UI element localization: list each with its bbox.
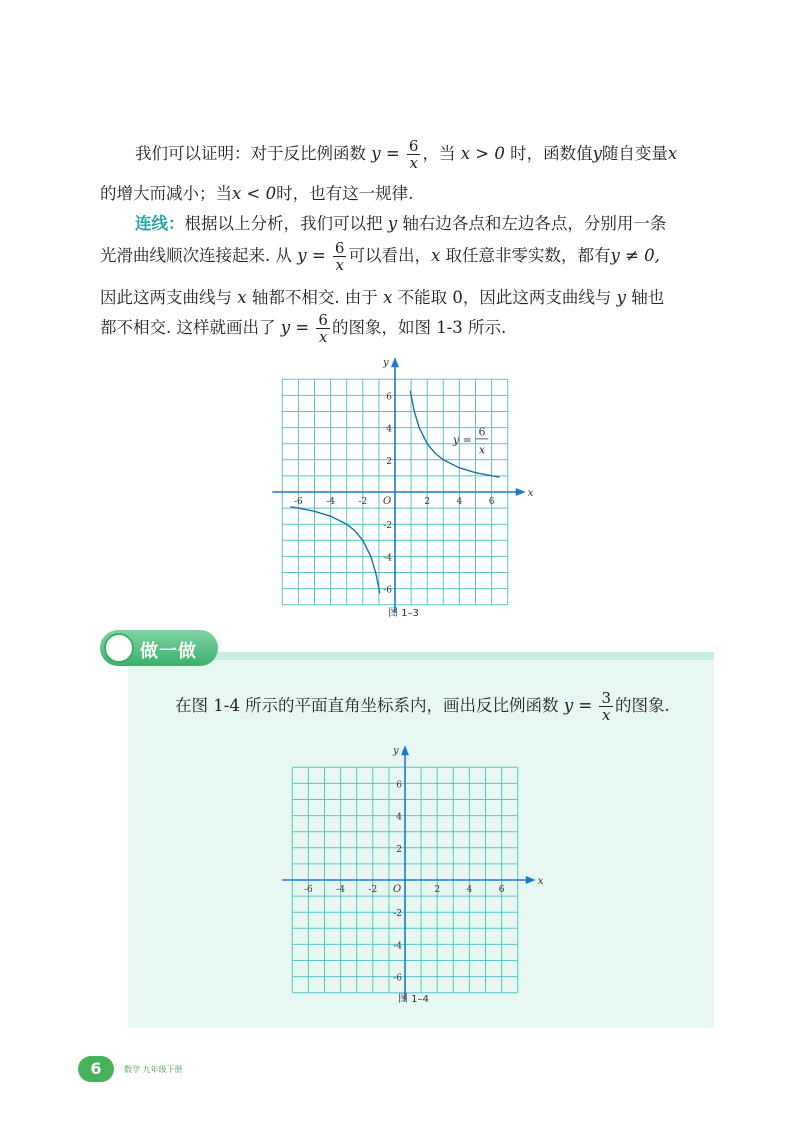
text: 都不相交. 这样就画出了: [100, 318, 276, 337]
x-tick-label: 4: [456, 497, 463, 507]
origin-label: O: [393, 884, 402, 895]
figure-1-4-graph: [280, 738, 550, 984]
curve-branch: [290, 507, 379, 594]
equation-lhs: y =: [563, 696, 593, 715]
para2-line1: [135, 210, 666, 234]
x-tick-label: -6: [304, 885, 313, 895]
x-tick-label: -6: [294, 497, 303, 507]
para1-line2: [100, 180, 413, 204]
text: 的图象.: [615, 696, 670, 715]
condition: x > 0: [460, 144, 505, 163]
origin-label: O: [383, 496, 392, 507]
equation-lhs: y =: [280, 318, 310, 337]
text: 的图象，如图 1-3 所示.: [331, 318, 507, 337]
para2-line3: [100, 284, 664, 308]
x-tick-label: -2: [368, 885, 378, 895]
y-tick-label: -4: [383, 553, 392, 564]
inequality: y ≠ 0,: [610, 246, 660, 265]
y-tick-label: -6: [393, 973, 402, 984]
para1-line1: [135, 138, 677, 171]
x-tick-label: 4: [466, 885, 473, 895]
text: 时，函数值: [510, 144, 593, 163]
x-tick-label: -4: [336, 885, 345, 895]
page-number: 6: [78, 1056, 114, 1082]
fraction-6-over-x: $\frac{6}{x}$: [318, 311, 328, 346]
x-tick-label: -4: [326, 497, 335, 507]
activity-text: [175, 690, 670, 723]
curve-label-num: 6: [478, 425, 486, 439]
x-tick-label: -2: [358, 497, 368, 507]
text: 的增大而减小；当: [100, 184, 232, 203]
curve-label: [452, 426, 488, 457]
equation-lhs: y =: [297, 246, 326, 265]
keyword-lianxian: 连线：: [135, 214, 185, 233]
y-tick-label: 6: [386, 392, 392, 403]
text: 取任意非零实数，都有: [445, 246, 611, 265]
para2-line4: [100, 312, 506, 345]
text: 轴都不相交. 由于: [251, 288, 378, 307]
x-tick-label: 6: [488, 497, 495, 507]
y-tick-label: -2: [393, 909, 402, 920]
x-axis-label: x: [537, 876, 544, 887]
x-axis-arrow: [516, 488, 526, 496]
y-tick-label: 2: [396, 844, 402, 855]
x-tick-label: 2: [434, 885, 441, 895]
y-tick-label: 4: [396, 812, 402, 823]
figure-1-3-caption: 图 1–3: [388, 608, 419, 619]
var-x: x: [667, 144, 678, 163]
equation-lhs: y =: [371, 144, 400, 163]
y-tick-label: -2: [383, 521, 392, 532]
text: 不能取 0，因此这两支曲线与: [397, 288, 612, 307]
text: 根据以上分析，我们可以把: [184, 214, 383, 233]
text: 轴右边各点和左边各点，分别用一条: [402, 214, 667, 233]
footer-text: 数学 九年级下册: [124, 1065, 183, 1074]
var-y: y: [592, 144, 602, 163]
para2-line2: [100, 240, 660, 273]
var-x: x: [383, 288, 393, 307]
condition: x < 0: [232, 184, 277, 203]
text: 光滑曲线顺次连接起来. 从: [100, 246, 292, 265]
figure-1-4-caption: 图 1–4: [398, 994, 429, 1005]
y-tick-label: 2: [386, 456, 392, 467]
var-x: x: [430, 246, 441, 265]
activity-title: 做一做: [140, 641, 197, 662]
figure-1-3-graph: [270, 350, 540, 596]
curve-label-lhs: y =: [452, 433, 472, 447]
fraction-6-over-x: $\frac{6}{x}$: [408, 137, 419, 172]
text: 可以看出，: [348, 246, 431, 265]
text: 轴也: [631, 288, 665, 307]
text: 我们可以证明：对于反比例函数: [135, 144, 366, 163]
x-tick-label: 2: [424, 497, 431, 507]
y-axis-label: y: [393, 745, 399, 757]
x-axis-arrow: [526, 876, 536, 884]
text: 在图 1-4 所示的平面直角坐标系内，画出反比例函数: [175, 696, 559, 715]
y-tick-label: -4: [393, 941, 402, 952]
y-tick-label: 6: [396, 780, 402, 791]
curve-label-den: x: [478, 443, 486, 457]
text: 时，也有这一规律.: [276, 184, 414, 203]
text: 随自变量: [601, 144, 668, 163]
fraction-6-over-x: $\frac{6}{x}$: [334, 239, 345, 274]
text: 因此这两支曲线与: [100, 288, 232, 307]
var-x: x: [237, 288, 247, 307]
text: ，当: [422, 144, 456, 163]
y-axis-arrow: [401, 745, 409, 755]
y-tick-label: 4: [386, 424, 392, 435]
pencil-icon: [104, 633, 134, 663]
y-tick-label: -6: [383, 585, 392, 596]
fraction-3-over-x: $\frac{3}{x}$: [601, 689, 612, 724]
y-axis-label: y: [383, 357, 389, 369]
var-y: y: [616, 288, 626, 307]
var-y: y: [387, 214, 398, 233]
y-axis-arrow: [391, 357, 399, 367]
x-axis-label: x: [527, 488, 534, 499]
x-tick-label: 6: [498, 885, 505, 895]
